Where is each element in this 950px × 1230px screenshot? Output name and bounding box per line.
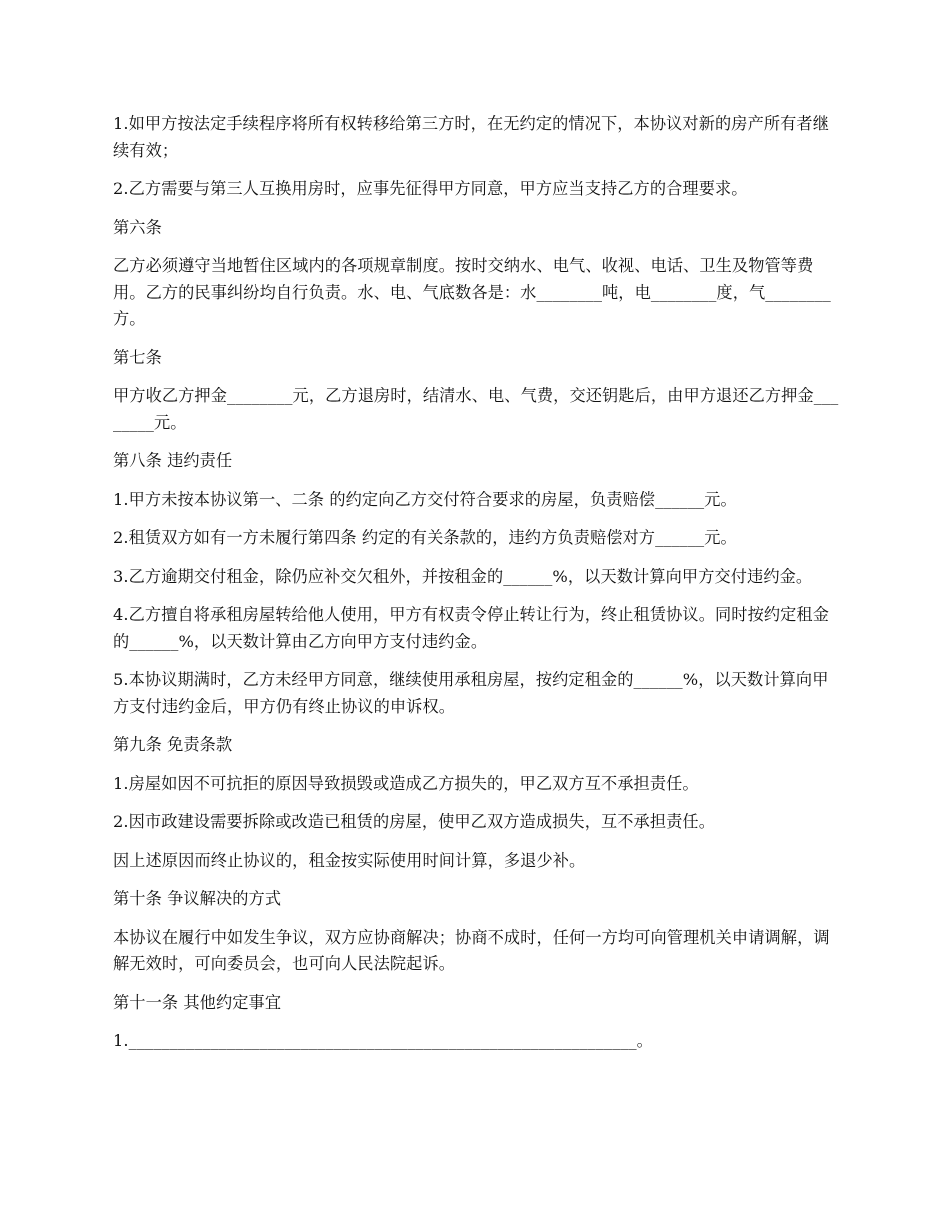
clause-paragraph: 本协议在履行中如发生争议，双方应协商解决；协商不成时，任何一方均可向管理机关申请调解，调解无效时，可向委员会，也可向人民法院起诉。 — [113, 927, 830, 973]
article-heading: 第十条 争议解决的方式 — [113, 889, 282, 908]
clause-paragraph: 因上述原因而终止协议的，租金按实际使用时间计算，多退少补。 — [113, 850, 586, 870]
clause-paragraph: 4.乙方擅自将承租房屋转给他人使用，甲方有权责令停止转让行为，终止租赁协议。同时按约定租金的______%，以天数计算由乙方向甲方支付违约金。 — [113, 605, 830, 651]
clause-paragraph: 5.本协议期满时，乙方未经甲方同意，继续使用承租房屋，按约定租金的______%，以天数计算向甲方支付违约金后，甲方仍有终止协议的申诉权。 — [113, 670, 829, 716]
clause-paragraph: 1.甲方未按本协议第一、二条 的约定向乙方交付符合要求的房屋，负责赔偿______元。 — [113, 489, 737, 509]
clause-paragraph: 1.房屋如因不可抗拒的原因导致损毁或造成乙方损失的，甲乙双方互不承担责任。 — [113, 773, 699, 793]
clause-paragraph: 2.因市政建设需要拆除或改造已租赁的房屋，使甲乙双方造成损失，互不承担责任。 — [113, 812, 715, 831]
clause-paragraph: 甲方收乙方押金________元，乙方退房时，结清水、电、气费，交还钥匙后，由甲方退还乙方押金________元。 — [113, 386, 839, 432]
article-heading: 第六条 — [113, 217, 162, 237]
clause-paragraph: 1.______________________________________________________________。 — [113, 1031, 653, 1050]
document-body — [113, 111, 840, 1067]
clause-paragraph: 乙方必须遵守当地暂住区域内的各项规章制度。按时交纳水、电气、收视、电话、卫生及物管等费用。乙方的民事纠纷均自行负责。水、电、气底数各是：水________吨，电________度，气________方。 — [113, 256, 831, 328]
article-heading: 第七条 — [113, 347, 162, 367]
clause-paragraph: 2.租赁双方如有一方未履行第四条 约定的有关条款的，违约方负责赔偿对方______元。 — [113, 528, 737, 547]
article-heading: 第九条 免责条款 — [113, 735, 233, 754]
clause-paragraph: 2.乙方需要与第三人互换用房时，应事先征得甲方同意，甲方应当支持乙方的合理要求。 — [113, 179, 748, 198]
clause-paragraph: 3.乙方逾期交付租金，除仍应补交欠租外，并按租金的______%，以天数计算向甲方交付违约金。 — [113, 566, 813, 586]
clause-paragraph: 1.如甲方按法定手续程序将所有权转移给第三方时，在无约定的情况下，本协议对新的房产所有者继续有效； — [113, 114, 830, 160]
article-heading: 第八条 违约责任 — [113, 451, 233, 470]
article-heading: 第十一条 其他约定事宜 — [113, 992, 282, 1012]
